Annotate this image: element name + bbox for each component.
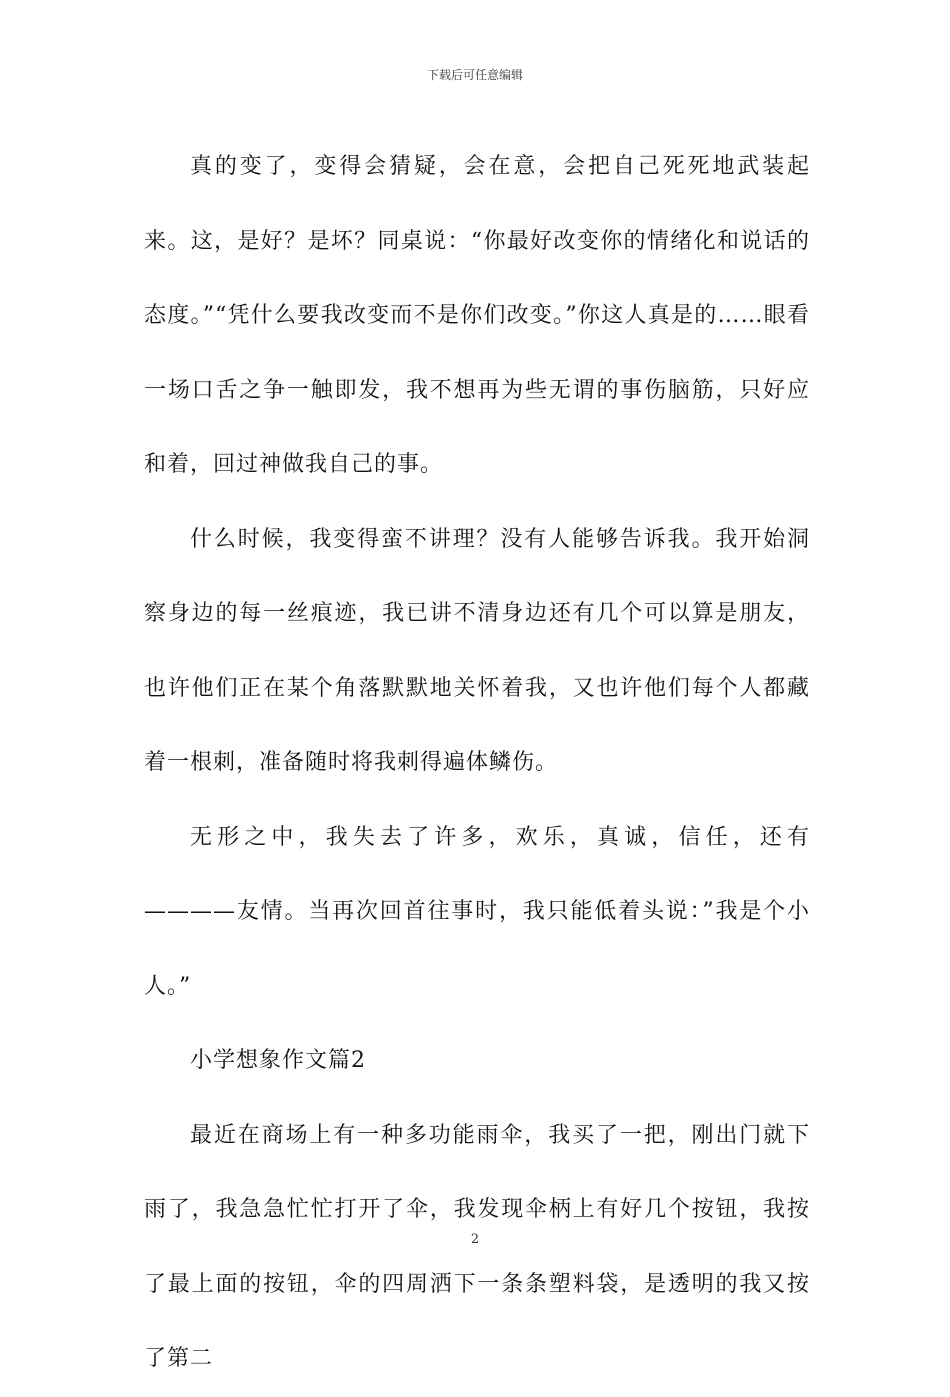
page-header: 下载后可任意编辑 [426,68,523,82]
section-heading: 小学想象作文篇2 [190,1048,366,1073]
paragraph-2: 什么时候，我变得蛮不讲理？没有人能够告诉我。我开始洞察身边的每一丝痕迹，我已讲不清身边还有几个可以算是朋友，也许他们正在某个角落默默地关怀着我，又也许他们每个人都藏着一根刺，准备随时将我刺得遍体鳞伤。 [144,526,810,775]
paragraph-3: 无形之中，我失去了许多，欢乐，真诚，信任，还有————友情。当再次回首往事时，我只能低着头说：”我是个小人。” [144,824,810,999]
page-number: 2 [470,1232,480,1247]
paragraph-4: 最近在商场上有一种多功能雨伞，我买了一把，刚出门就下雨了，我急急忙忙打开了伞，我发现伞柄上有好几个按钮，我按了最上面的按钮，伞的四周洒下一条条塑料袋，是透明的我又按了第二 [144,1122,810,1371]
paragraph-1: 真的变了，变得会猜疑，会在意，会把自己死死地武装起来。这，是好？是坏？同桌说：“你最好改变你的情绪化和说话的态度。”“凭什么要我改变而不是你们改变。”你这人真是的……眼看一场口舌之争一触即发，我不想再为些无谓的事伤脑筋，只好应和着，回过神做我自己的事。 [144,154,810,477]
document-body [144,130,810,1397]
